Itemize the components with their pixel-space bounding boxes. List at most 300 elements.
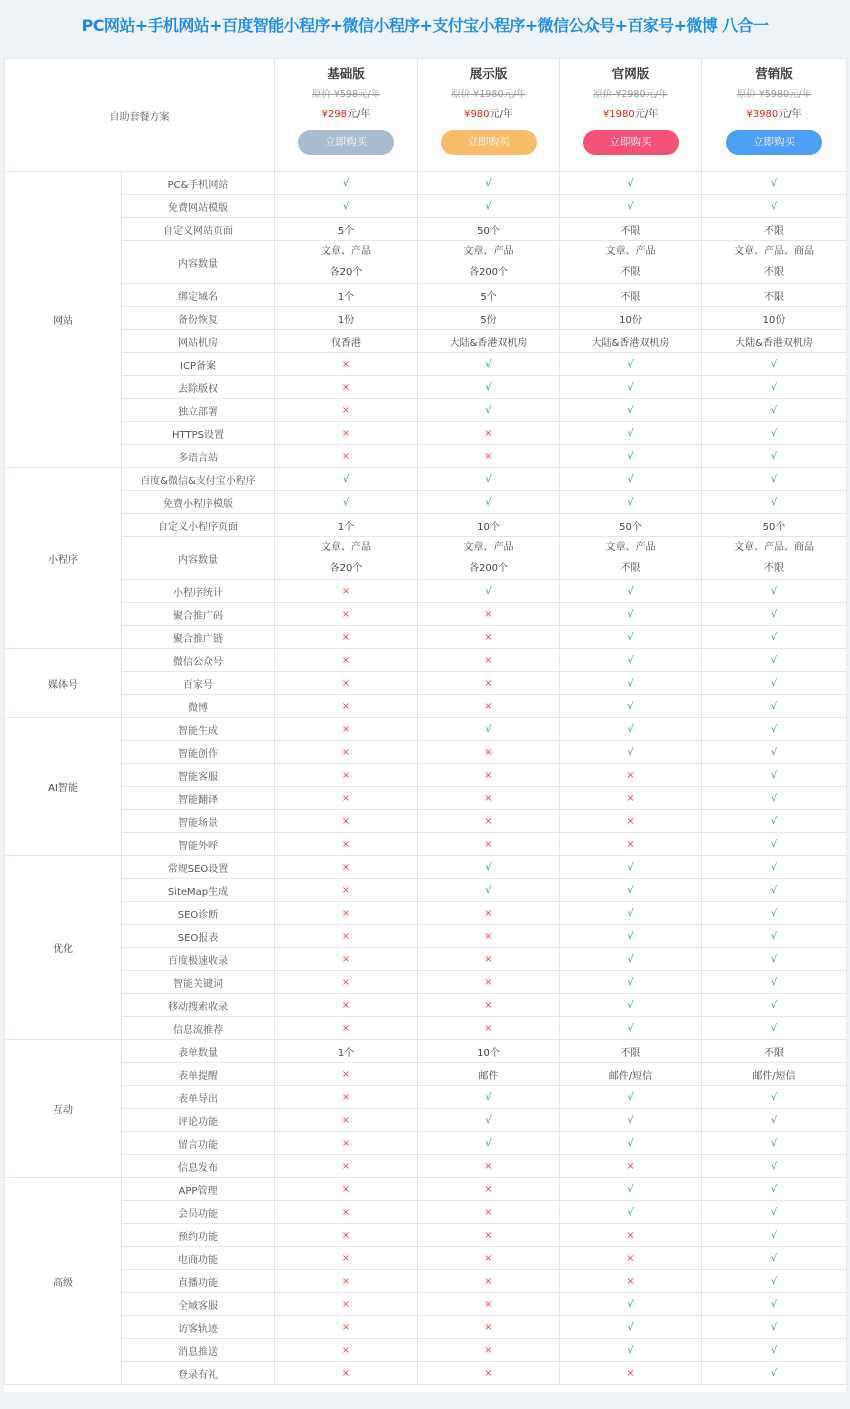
check-mark-icon: √ xyxy=(560,718,702,741)
cross-mark-icon: × xyxy=(418,994,560,1017)
feature-label: 智能生成 xyxy=(122,718,275,741)
cross-mark-icon: × xyxy=(275,833,418,856)
cross-mark-icon: × xyxy=(418,1178,560,1201)
cross-mark-icon: × xyxy=(275,672,418,695)
value-cell: 1份 xyxy=(275,307,418,330)
value-line: 不限 xyxy=(620,563,641,574)
check-mark-icon: √ xyxy=(702,856,847,879)
feature-row xyxy=(5,353,847,376)
plan-header-row xyxy=(5,59,847,172)
feature-row xyxy=(5,491,847,514)
check-mark-icon: √ xyxy=(702,1339,847,1362)
value-cell xyxy=(275,241,418,284)
buy-now-button[interactable]: 立即购买 xyxy=(583,130,679,155)
feature-label: 表单数量 xyxy=(122,1040,275,1063)
cross-mark-icon: × xyxy=(275,994,418,1017)
feature-label: 访客轨迹 xyxy=(122,1316,275,1339)
feature-row xyxy=(5,376,847,399)
check-mark-icon: √ xyxy=(560,1109,702,1132)
value-cell: 50个 xyxy=(702,514,847,537)
cross-mark-icon: × xyxy=(418,833,560,856)
buy-now-button[interactable]: 立即购买 xyxy=(726,130,822,155)
cross-mark-icon: × xyxy=(560,1362,702,1385)
check-mark-icon: √ xyxy=(702,879,847,902)
plan-column-marketing xyxy=(702,59,847,172)
value-cell: 50个 xyxy=(418,218,560,241)
check-mark-icon: √ xyxy=(702,172,847,195)
check-mark-icon: √ xyxy=(702,810,847,833)
feature-label: 百度&微信&支付宝小程序 xyxy=(122,468,275,491)
check-mark-icon: √ xyxy=(702,672,847,695)
feature-label: 自定义小程序页面 xyxy=(122,514,275,537)
value-cell: 邮件/短信 xyxy=(702,1063,847,1086)
current-price: ¥298元/年 xyxy=(321,109,371,120)
cross-mark-icon: × xyxy=(560,1224,702,1247)
check-mark-icon: √ xyxy=(702,353,847,376)
check-mark-icon: √ xyxy=(560,353,702,376)
cross-mark-icon: × xyxy=(275,353,418,376)
feature-row xyxy=(5,422,847,445)
value-cell: 10份 xyxy=(560,307,702,330)
check-mark-icon: √ xyxy=(418,172,560,195)
check-mark-icon: √ xyxy=(560,879,702,902)
check-mark-icon: √ xyxy=(560,468,702,491)
cross-mark-icon: × xyxy=(418,1316,560,1339)
check-mark-icon: √ xyxy=(560,195,702,218)
cross-mark-icon: × xyxy=(275,399,418,422)
value-cell: 邮件 xyxy=(418,1063,560,1086)
feature-label: 内容数量 xyxy=(122,537,275,580)
value-cell: 大陆&香港双机房 xyxy=(702,330,847,353)
cross-mark-icon: × xyxy=(275,1224,418,1247)
value-cell: 10个 xyxy=(418,1040,560,1063)
check-mark-icon: √ xyxy=(702,422,847,445)
feature-row xyxy=(5,330,847,353)
feature-label: 智能创作 xyxy=(122,741,275,764)
check-mark-icon: √ xyxy=(702,445,847,468)
value-cell: 大陆&香港双机房 xyxy=(418,330,560,353)
feature-row xyxy=(5,445,847,468)
check-mark-icon: √ xyxy=(702,787,847,810)
category-label: 小程序 xyxy=(5,468,122,649)
check-mark-icon: √ xyxy=(702,603,847,626)
check-mark-icon: √ xyxy=(702,971,847,994)
cross-mark-icon: × xyxy=(418,1017,560,1040)
category-label: 高级 xyxy=(5,1178,122,1385)
check-mark-icon: √ xyxy=(702,1247,847,1270)
value-line: 文章、产品 xyxy=(605,246,656,257)
value-cell: 不限 xyxy=(560,284,702,307)
check-mark-icon: √ xyxy=(702,925,847,948)
feature-label: 自定义网站页面 xyxy=(122,218,275,241)
value-line: 各200个 xyxy=(468,563,509,574)
cross-mark-icon: × xyxy=(275,1132,418,1155)
feature-label: 评论功能 xyxy=(122,1109,275,1132)
feature-label: 表单导出 xyxy=(122,1086,275,1109)
check-mark-icon: √ xyxy=(418,856,560,879)
cross-mark-icon: × xyxy=(560,1155,702,1178)
value-line: 各200个 xyxy=(468,267,509,278)
original-price: 原价 ¥5980元/年 xyxy=(736,89,812,100)
check-mark-icon: √ xyxy=(560,1017,702,1040)
cross-mark-icon: × xyxy=(275,1293,418,1316)
feature-label: 绑定域名 xyxy=(122,284,275,307)
feature-row xyxy=(5,649,847,672)
value-cell: 5个 xyxy=(275,218,418,241)
feature-row xyxy=(5,1224,847,1247)
feature-label: 信息发布 xyxy=(122,1155,275,1178)
feature-row xyxy=(5,718,847,741)
value-cell xyxy=(702,241,847,284)
check-mark-icon: √ xyxy=(275,468,418,491)
check-mark-icon: √ xyxy=(702,491,847,514)
feature-label: SEO诊断 xyxy=(122,902,275,925)
cross-mark-icon: × xyxy=(275,603,418,626)
check-mark-icon: √ xyxy=(560,1339,702,1362)
cross-mark-icon: × xyxy=(560,787,702,810)
cross-mark-icon: × xyxy=(418,626,560,649)
feature-label: 消息推送 xyxy=(122,1339,275,1362)
check-mark-icon: √ xyxy=(560,856,702,879)
check-mark-icon: √ xyxy=(560,1086,702,1109)
feature-label: 登录有礼 xyxy=(122,1362,275,1385)
value-line: 文章、产品 xyxy=(321,542,371,553)
check-mark-icon: √ xyxy=(418,353,560,376)
feature-row xyxy=(5,925,847,948)
cross-mark-icon: × xyxy=(275,626,418,649)
feature-label: 预约功能 xyxy=(122,1224,275,1247)
feature-label: 免费小程序模版 xyxy=(122,491,275,514)
feature-row xyxy=(5,787,847,810)
cross-mark-icon: × xyxy=(418,672,560,695)
cross-mark-icon: × xyxy=(275,1201,418,1224)
feature-label: 微信公众号 xyxy=(122,649,275,672)
cross-mark-icon: × xyxy=(275,787,418,810)
check-mark-icon: √ xyxy=(418,376,560,399)
cross-mark-icon: × xyxy=(275,971,418,994)
value-line: 不限 xyxy=(764,563,784,574)
check-mark-icon: √ xyxy=(702,1293,847,1316)
plan-name: 官网版 xyxy=(611,66,650,81)
cross-mark-icon: × xyxy=(275,1339,418,1362)
buy-now-button[interactable]: 立即购买 xyxy=(298,130,394,155)
feature-label: 会员功能 xyxy=(122,1201,275,1224)
cross-mark-icon: × xyxy=(275,1362,418,1385)
feature-row xyxy=(5,1316,847,1339)
feature-row xyxy=(5,741,847,764)
cross-mark-icon: × xyxy=(418,971,560,994)
check-mark-icon: √ xyxy=(418,399,560,422)
feature-row xyxy=(5,172,847,195)
value-cell: 不限 xyxy=(702,218,847,241)
cross-mark-icon: × xyxy=(275,925,418,948)
value-cell xyxy=(560,537,702,580)
check-mark-icon: √ xyxy=(702,902,847,925)
feature-row xyxy=(5,856,847,879)
check-mark-icon: √ xyxy=(702,468,847,491)
current-price: ¥3980元/年 xyxy=(746,109,802,120)
feature-label: 表单提醒 xyxy=(122,1063,275,1086)
check-mark-icon: √ xyxy=(560,172,702,195)
feature-label: 小程序统计 xyxy=(122,580,275,603)
check-mark-icon: √ xyxy=(702,994,847,1017)
cross-mark-icon: × xyxy=(275,1086,418,1109)
feature-label: 信息流推荐 xyxy=(122,1017,275,1040)
feature-label: 百度极速收录 xyxy=(122,948,275,971)
feature-row xyxy=(5,195,847,218)
value-cell: 仅香港 xyxy=(275,330,418,353)
check-mark-icon: √ xyxy=(418,580,560,603)
value-line: 不限 xyxy=(764,267,784,278)
feature-row xyxy=(5,241,847,284)
cross-mark-icon: × xyxy=(418,445,560,468)
feature-row xyxy=(5,672,847,695)
value-cell: 10份 xyxy=(702,307,847,330)
cross-mark-icon: × xyxy=(275,810,418,833)
value-cell xyxy=(702,537,847,580)
feature-label: 免费网站模版 xyxy=(122,195,275,218)
check-mark-icon: √ xyxy=(560,1293,702,1316)
value-cell: 不限 xyxy=(702,284,847,307)
check-mark-icon: √ xyxy=(418,879,560,902)
category-label: AI智能 xyxy=(5,718,122,856)
check-mark-icon: √ xyxy=(702,695,847,718)
feature-label: 智能翻译 xyxy=(122,787,275,810)
feature-rows xyxy=(5,172,847,1385)
value-cell xyxy=(418,241,560,284)
page-title: PC网站+手机网站+百度智能小程序+微信小程序+支付宝小程序+微信公众号+百家号+微博 八合一 xyxy=(81,15,769,35)
check-mark-icon: √ xyxy=(702,195,847,218)
value-line: 文章、产品 xyxy=(463,246,514,257)
value-line: 各20个 xyxy=(329,267,363,278)
feature-row xyxy=(5,810,847,833)
cross-mark-icon: × xyxy=(560,1247,702,1270)
value-line: 文章、产品 xyxy=(463,542,514,553)
feature-row xyxy=(5,1109,847,1132)
check-mark-icon: √ xyxy=(418,491,560,514)
feature-row xyxy=(5,1247,847,1270)
check-mark-icon: √ xyxy=(560,649,702,672)
cross-mark-icon: × xyxy=(418,422,560,445)
check-mark-icon: √ xyxy=(560,445,702,468)
check-mark-icon: √ xyxy=(560,1178,702,1201)
cross-mark-icon: × xyxy=(560,764,702,787)
feature-label: 智能客服 xyxy=(122,764,275,787)
cross-mark-icon: × xyxy=(418,948,560,971)
check-mark-icon: √ xyxy=(702,580,847,603)
check-mark-icon: √ xyxy=(702,1362,847,1385)
cross-mark-icon: × xyxy=(418,810,560,833)
feature-row xyxy=(5,1155,847,1178)
feature-row xyxy=(5,764,847,787)
cross-mark-icon: × xyxy=(418,925,560,948)
cross-mark-icon: × xyxy=(418,741,560,764)
feature-row xyxy=(5,1063,847,1086)
package-label: 自助套餐方案 xyxy=(5,59,275,172)
value-line: 文章、产品 xyxy=(321,246,371,257)
feature-row xyxy=(5,1017,847,1040)
check-mark-icon: √ xyxy=(560,580,702,603)
feature-row xyxy=(5,399,847,422)
feature-label: 多语言站 xyxy=(122,445,275,468)
cross-mark-icon: × xyxy=(275,948,418,971)
cross-mark-icon: × xyxy=(418,1201,560,1224)
cross-mark-icon: × xyxy=(560,1270,702,1293)
check-mark-icon: √ xyxy=(702,718,847,741)
feature-row xyxy=(5,284,847,307)
feature-label: 常规SEO设置 xyxy=(122,856,275,879)
plan-column-basic xyxy=(275,59,418,172)
feature-row xyxy=(5,626,847,649)
value-cell: 1个 xyxy=(275,1040,418,1063)
feature-label: APP管理 xyxy=(122,1178,275,1201)
cross-mark-icon: × xyxy=(275,1270,418,1293)
check-mark-icon: √ xyxy=(702,1132,847,1155)
check-mark-icon: √ xyxy=(702,1201,847,1224)
check-mark-icon: √ xyxy=(702,741,847,764)
feature-row xyxy=(5,1040,847,1063)
value-line: 不限 xyxy=(620,267,641,278)
original-price: 原价 ¥1980元/年 xyxy=(451,89,526,100)
cross-mark-icon: × xyxy=(418,1247,560,1270)
cross-mark-icon: × xyxy=(275,718,418,741)
cross-mark-icon: × xyxy=(275,856,418,879)
value-line: 文章、产品、商品 xyxy=(734,542,814,553)
check-mark-icon: √ xyxy=(275,172,418,195)
cross-mark-icon: × xyxy=(275,1316,418,1339)
feature-row xyxy=(5,695,847,718)
cross-mark-icon: × xyxy=(275,879,418,902)
cross-mark-icon: × xyxy=(418,902,560,925)
category-label: 互动 xyxy=(5,1040,122,1178)
category-label: 网站 xyxy=(5,172,122,468)
feature-row xyxy=(5,537,847,580)
check-mark-icon: √ xyxy=(702,626,847,649)
current-price: ¥1980元/年 xyxy=(602,109,659,120)
feature-label: 智能场景 xyxy=(122,810,275,833)
buy-now-button[interactable]: 立即购买 xyxy=(441,130,537,155)
check-mark-icon: √ xyxy=(560,399,702,422)
cross-mark-icon: × xyxy=(418,1224,560,1247)
feature-label: 备份恢复 xyxy=(122,307,275,330)
feature-row xyxy=(5,1086,847,1109)
value-cell: 不限 xyxy=(560,1040,702,1063)
value-line: 文章、产品 xyxy=(605,542,656,553)
check-mark-icon: √ xyxy=(702,764,847,787)
feature-row xyxy=(5,580,847,603)
feature-label: 微博 xyxy=(122,695,275,718)
cross-mark-icon: × xyxy=(275,422,418,445)
cross-mark-icon: × xyxy=(275,764,418,787)
feature-row xyxy=(5,468,847,491)
feature-label: SiteMap生成 xyxy=(122,879,275,902)
feature-label: ICP备案 xyxy=(122,353,275,376)
cross-mark-icon: × xyxy=(275,741,418,764)
feature-label: 智能外呼 xyxy=(122,833,275,856)
check-mark-icon: √ xyxy=(702,376,847,399)
feature-row xyxy=(5,1339,847,1362)
plan-name: 展示版 xyxy=(469,66,508,81)
feature-row xyxy=(5,1293,847,1316)
cross-mark-icon: × xyxy=(418,1270,560,1293)
cross-mark-icon: × xyxy=(418,764,560,787)
feature-row xyxy=(5,603,847,626)
check-mark-icon: √ xyxy=(560,1132,702,1155)
cross-mark-icon: × xyxy=(418,649,560,672)
value-cell: 50个 xyxy=(560,514,702,537)
check-mark-icon: √ xyxy=(418,195,560,218)
check-mark-icon: √ xyxy=(560,948,702,971)
feature-row xyxy=(5,902,847,925)
feature-label: 聚合推广链 xyxy=(122,626,275,649)
value-cell: 不限 xyxy=(560,218,702,241)
value-cell: 10个 xyxy=(418,514,560,537)
check-mark-icon: √ xyxy=(418,468,560,491)
plan-column-official xyxy=(560,59,702,172)
cross-mark-icon: × xyxy=(275,1063,418,1086)
plan-name: 营销版 xyxy=(755,66,793,81)
check-mark-icon: √ xyxy=(560,925,702,948)
check-mark-icon: √ xyxy=(560,491,702,514)
feature-label: PC&手机网站 xyxy=(122,172,275,195)
feature-row xyxy=(5,514,847,537)
feature-label: SEO报表 xyxy=(122,925,275,948)
check-mark-icon: √ xyxy=(275,491,418,514)
cross-mark-icon: × xyxy=(275,1017,418,1040)
plan-name: 基础版 xyxy=(327,66,365,81)
feature-label: 留言功能 xyxy=(122,1132,275,1155)
feature-row xyxy=(5,307,847,330)
value-cell: 不限 xyxy=(702,1040,847,1063)
feature-row xyxy=(5,948,847,971)
cross-mark-icon: × xyxy=(275,1247,418,1270)
feature-label: 智能关键词 xyxy=(122,971,275,994)
cross-mark-icon: × xyxy=(560,833,702,856)
value-cell: 5个 xyxy=(418,284,560,307)
feature-label: 电商功能 xyxy=(122,1247,275,1270)
feature-row xyxy=(5,833,847,856)
check-mark-icon: √ xyxy=(702,1224,847,1247)
cross-mark-icon: × xyxy=(418,603,560,626)
value-cell: 邮件/短信 xyxy=(560,1063,702,1086)
cross-mark-icon: × xyxy=(275,445,418,468)
feature-row xyxy=(5,1270,847,1293)
cross-mark-icon: × xyxy=(418,787,560,810)
plan-column-show xyxy=(418,59,560,172)
cross-mark-icon: × xyxy=(275,902,418,925)
feature-label: 聚合推广码 xyxy=(122,603,275,626)
check-mark-icon: √ xyxy=(702,1086,847,1109)
original-price: 原价 ¥2980元/年 xyxy=(593,89,668,100)
check-mark-icon: √ xyxy=(702,1017,847,1040)
cross-mark-icon: × xyxy=(418,1155,560,1178)
value-line: 各20个 xyxy=(329,563,363,574)
feature-label: 内容数量 xyxy=(122,241,275,284)
check-mark-icon: √ xyxy=(560,994,702,1017)
value-line: 文章、产品、商品 xyxy=(734,246,814,257)
value-cell: 大陆&香港双机房 xyxy=(560,330,702,353)
value-cell: 1个 xyxy=(275,514,418,537)
feature-row xyxy=(5,971,847,994)
value-cell xyxy=(418,537,560,580)
pricing-comparison-panel xyxy=(4,58,846,1392)
check-mark-icon: √ xyxy=(560,902,702,925)
cross-mark-icon: × xyxy=(275,649,418,672)
original-price: 原价 ¥598元/年 xyxy=(311,89,381,100)
check-mark-icon: √ xyxy=(560,971,702,994)
check-mark-icon: √ xyxy=(418,718,560,741)
check-mark-icon: √ xyxy=(702,1109,847,1132)
